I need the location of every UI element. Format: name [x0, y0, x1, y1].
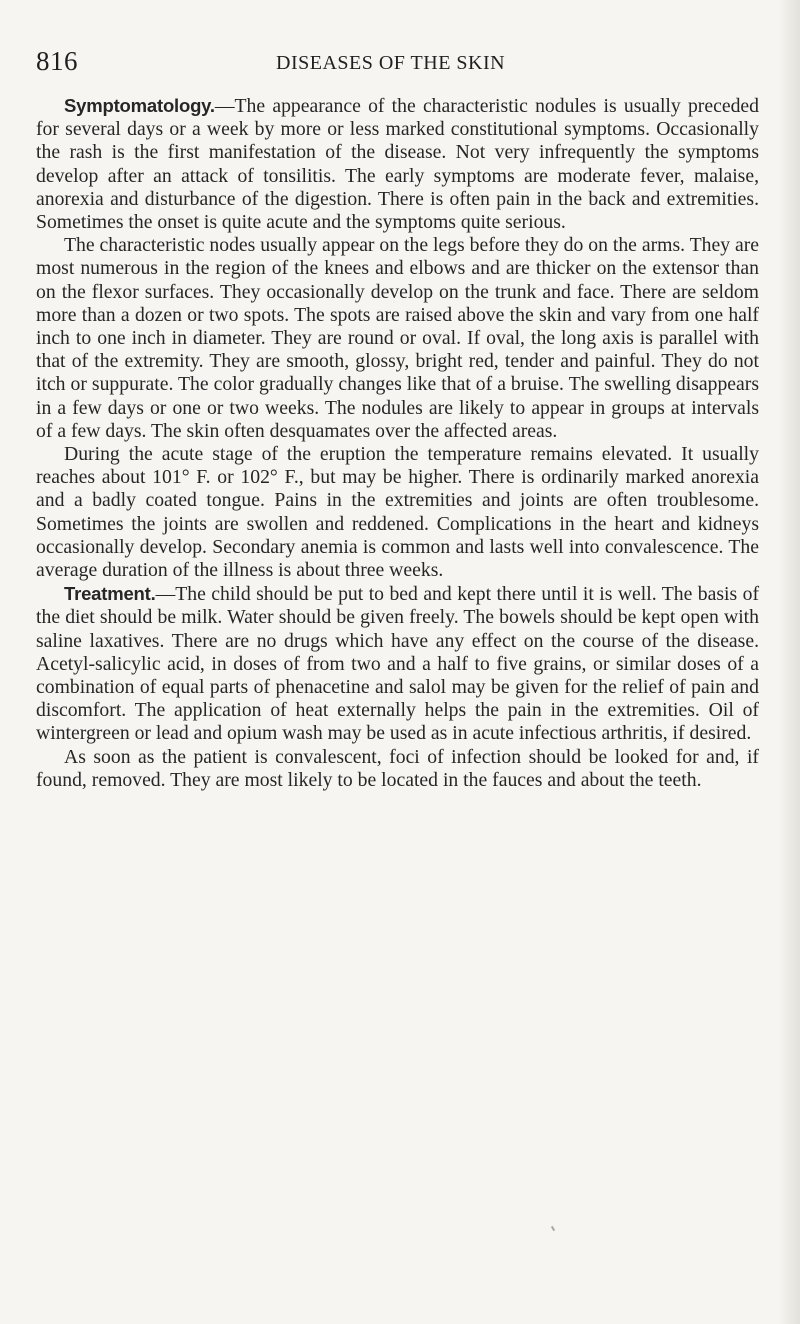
- paragraph-text: —The appearance of the characteristic nodules is usually preceded for several days or a week by more or less marked constitutional symptoms. Occasionally the rash is the first manifestation of the disease. Not very infrequently the symptoms develop after an attack of tonsilitis. The early symptoms are moderate fever, malaise, anorexia and disturbance of the digestion. There is often pain in the back and extremities. Sometimes the onset is quite acute and the symptoms quite serious.: [36, 95, 759, 234]
- paragraph-text: As soon as the patient is convalescent, foci of infection should be looked for and, if found, removed. They are most likely to be located in the fauces and about the teeth.: [36, 745, 759, 791]
- body-text: [36, 94, 759, 792]
- paragraph-symptomatology: [36, 94, 759, 234]
- section-heading-symptomatology: Symptomatology.: [64, 95, 215, 116]
- paragraph-convalescence: [36, 746, 759, 792]
- page-edge-shadow: [778, 0, 800, 1324]
- paragraph-nodes: [36, 234, 759, 443]
- running-head: DISEASES OF THE SKIN: [276, 52, 506, 74]
- section-heading-treatment: Treatment.: [64, 583, 156, 605]
- paragraph-acute-stage: [36, 443, 759, 582]
- paper-speck: [551, 1226, 555, 1231]
- paragraph-text: —The child should be put to bed and kept there until it is well. The basis of the diet should be milk. Water should be given freely. The bowels should be kept open with saline laxatives. There are no drugs which have any effect on the course of the disease. Acetyl-salicylic acid, in doses of from two and a half to five grains, or similar doses of a combination of equal parts of phenacetine and salol may be given for the relief of pain and discomfort. The application of heat externally helps the pain in the extremities. Oil of wintergreen or lead and opium wash may be used as in acute infectious arthritis, if desired.: [36, 583, 759, 745]
- paragraph-text: During the acute stage of the eruption the temperature remains elevated. It usually reaches about 101° F. or 102° F., but may be higher. There is ordinarily marked anorexia and a badly coated tongue. Pains in the extremities and joints are often troublesome. Sometimes the joints are swollen and reddened. Complications in the heart and kidneys occasionally develop. Secondary anemia is common and lasts well into convalescence. The average duration of the illness is about three weeks.: [36, 443, 759, 582]
- paragraph-text: The characteristic nodes usually appear on the legs before they do on the arms. They are most numerous in the region of the knees and elbows and are thicker on the extensor than on the flexor surfaces. They occasionally develop on the trunk and face. There are seldom more than a dozen or two spots. The spots are raised above the skin and vary from one half inch to one inch in diameter. They are round or oval. If oval, the long axis is parallel with that of the extremity. They are smooth, glossy, bright red, tender and painful. They do not itch or suppurate. The color gradually changes like that of a bruise. The swelling disappears in a few days or one or two weeks. The nodules are likely to appear in groups at intervals of a few days. The skin often desquamates over the affected areas.: [36, 234, 759, 442]
- page-header: [36, 46, 756, 82]
- paragraph-treatment: [36, 582, 759, 745]
- page-number: 816: [36, 46, 78, 76]
